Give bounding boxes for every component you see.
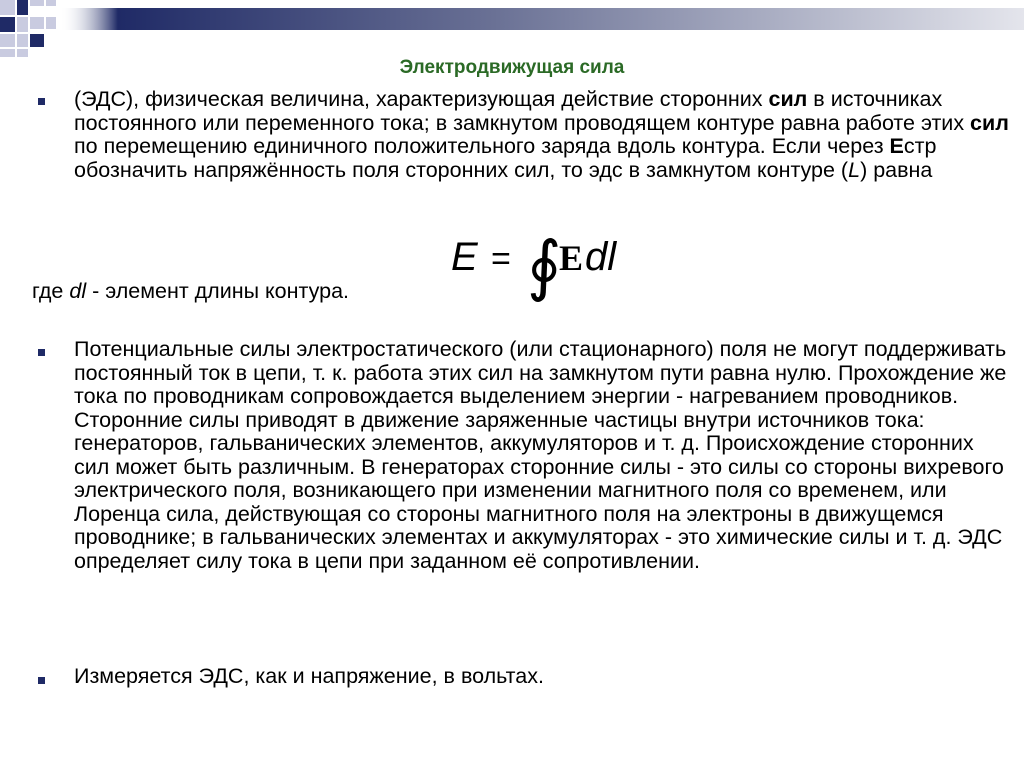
formula-dl: dl bbox=[585, 235, 617, 279]
header-gradient-band bbox=[0, 8, 1024, 30]
formula-explanation: где dl - элемент длины контура. bbox=[32, 279, 349, 303]
corner-square bbox=[17, 49, 28, 57]
formula-lhs: E bbox=[451, 235, 478, 279]
corner-square bbox=[30, 34, 44, 47]
formula-field-vector: E bbox=[559, 238, 584, 278]
bullet-1-text: (ЭДС), физическая величина, характеризующая действие сторонних сил в источниках постоянного или переменного тока; в замкнутом проводящем контуре равна работе этих сил по перемещению единичного положительного заряда вдоль контура. Если через Естр обозначить напряжённость поля сторонних сил, то эдс в замкнутом контуре (L) равна bbox=[74, 87, 1009, 182]
integral-symbol: ∮ bbox=[527, 228, 562, 304]
bullet-2-text: Потенциальные силы электростатического (или стационарного) поля не могут поддерживать постоянный ток в цепи, т. к. работа этих сил на замкнутом пути равна нулю. Прохождение же тока по проводникам сопровождается выделением энергии - нагреванием проводников. Сторонние силы приводят в движение заряженные частицы внутри источников тока: генераторов, гальванических элементов, аккумуляторов и т. д. Происхождение сторонних сил может быть различным. В генераторах сторонние силы - это силы со стороны вихревого электрического поля, возникающего при изменении магнитного поля со временем, или Лоренца сила, действующая со стороны магнитного поля на электроны в движущемся проводнике; в гальванических элементах и аккумуляторах - это химические силы и т. д. ЭДС определяет силу тока в цепи при заданном её сопротивлении. bbox=[74, 337, 1007, 573]
bullet-marker bbox=[38, 677, 45, 684]
corner-square bbox=[30, 0, 44, 6]
corner-square bbox=[46, 0, 56, 6]
slide-title: Электродвижущая сила bbox=[399, 57, 625, 78]
emf-formula bbox=[447, 228, 637, 309]
bullet-3-text: Измеряется ЭДС, как и напряжение, в вольтах. bbox=[74, 664, 544, 688]
corner-square bbox=[0, 34, 15, 47]
bullet-marker bbox=[38, 98, 45, 105]
formula-equals: = bbox=[491, 240, 511, 278]
corner-square bbox=[17, 34, 28, 47]
bullet-marker bbox=[38, 349, 45, 356]
corner-square bbox=[0, 49, 15, 57]
